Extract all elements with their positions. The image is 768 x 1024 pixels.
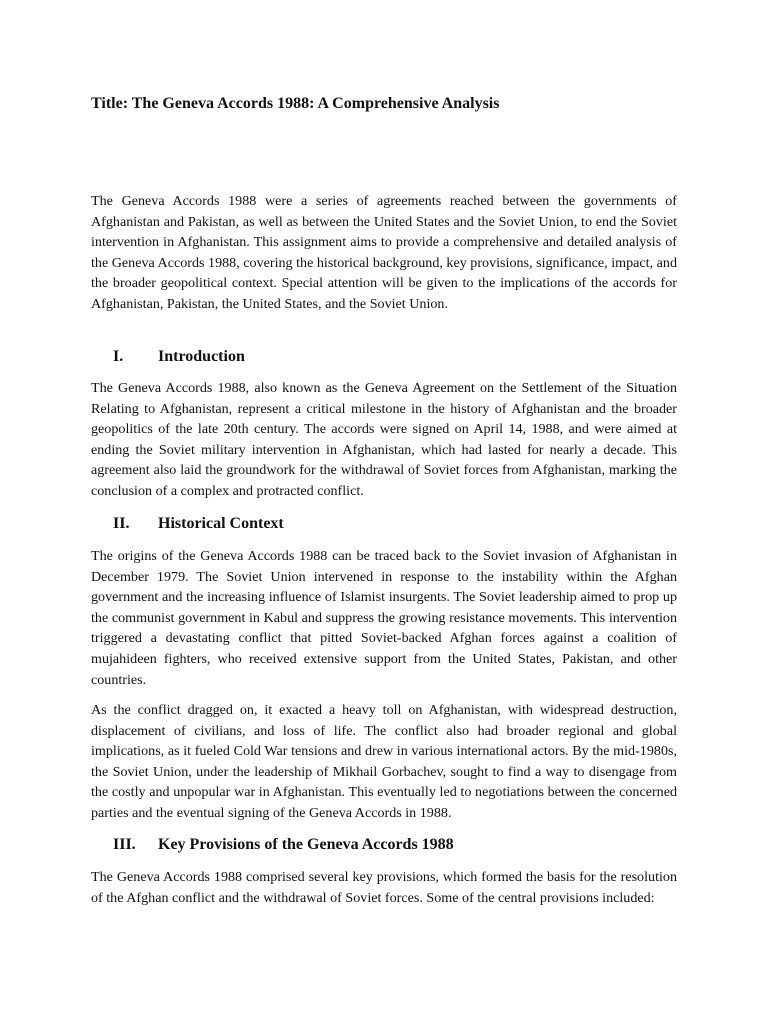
section-heading-introduction xyxy=(113,346,673,368)
section-number: III. xyxy=(113,836,136,853)
section-title: Introduction xyxy=(158,348,245,365)
historical-context-paragraph-2: As the conflict dragged on, it exacted a heavy toll on Afghanistan, with widespread destruction, displacement of civilians, and loss of life. The conflict also had broader regional and global implications, as it fueled Cold War tensions and drew in various international actors. By the mid-1980s, the Soviet Union, under the leadership of Mikhail Gorbachev, sought to find a way to disengage from the costly and unpopular war in Afghanistan. This eventually led to negotiations between the concerned parties and the eventual signing of the Geneva Accords in 1988. xyxy=(91,702,677,821)
historical-context-paragraph-1: The origins of the Geneva Accords 1988 can be traced back to the Soviet invasion of Afghanistan in December 1979. The Soviet Union intervened in response to the instability within the Afghan government and the increasing influence of Islamist insurgents. The Soviet leadership aimed to prop up the communist government in Kabul and suppress the growing resistance movements. This intervention triggered a devastating conflict that pitted Soviet-backed Afghan forces against a coalition of mujahideen fighters, who received extensive support from the United States, Pakistan, and other countries. xyxy=(91,548,677,688)
section-heading-key-provisions xyxy=(113,834,673,856)
key-provisions-paragraph: The Geneva Accords 1988 comprised several key provisions, which formed the basis for the resolution of the Afghan conflict and the withdrawal of Soviet forces. Some of the central provisions included: xyxy=(91,869,677,906)
section-title: Key Provisions of the Geneva Accords 1988 xyxy=(158,836,454,853)
section-title: Historical Context xyxy=(158,515,284,532)
section-number: I. xyxy=(113,348,124,365)
introduction-paragraph: The Geneva Accords 1988, also known as the Geneva Agreement on the Settlement of the Situation Relating to Afghanistan, represent a critical milestone in the history of Afghanistan and the broader geopolitics of the late 20th century. The accords were signed on April 14, 1988, and were aimed at ending the Soviet military intervention in Afghanistan, which had lasted for nearly a decade. This agreement also laid the groundwork for the withdrawal of Soviet forces from Afghanistan, marking the conclusion of a complex and protracted conflict. xyxy=(91,380,677,499)
document-title: Title: The Geneva Accords 1988: A Comprehensive Analysis xyxy=(91,95,500,112)
section-number: II. xyxy=(113,515,130,532)
intro-paragraph: The Geneva Accords 1988 were a series of agreements reached between the governments of Afghanistan and Pakistan, as well as between the United States and the Soviet Union, to end the Soviet intervention in Afghanistan. This assignment aims to provide a comprehensive and detailed analysis of the Geneva Accords 1988, covering the historical background, key provisions, significance, impact, and the broader geopolitical context. Special attention will be given to the implications of the accords for Afghanistan, Pakistan, the United States, and the Soviet Union. xyxy=(91,193,677,312)
section-heading-historical-context xyxy=(113,513,673,535)
